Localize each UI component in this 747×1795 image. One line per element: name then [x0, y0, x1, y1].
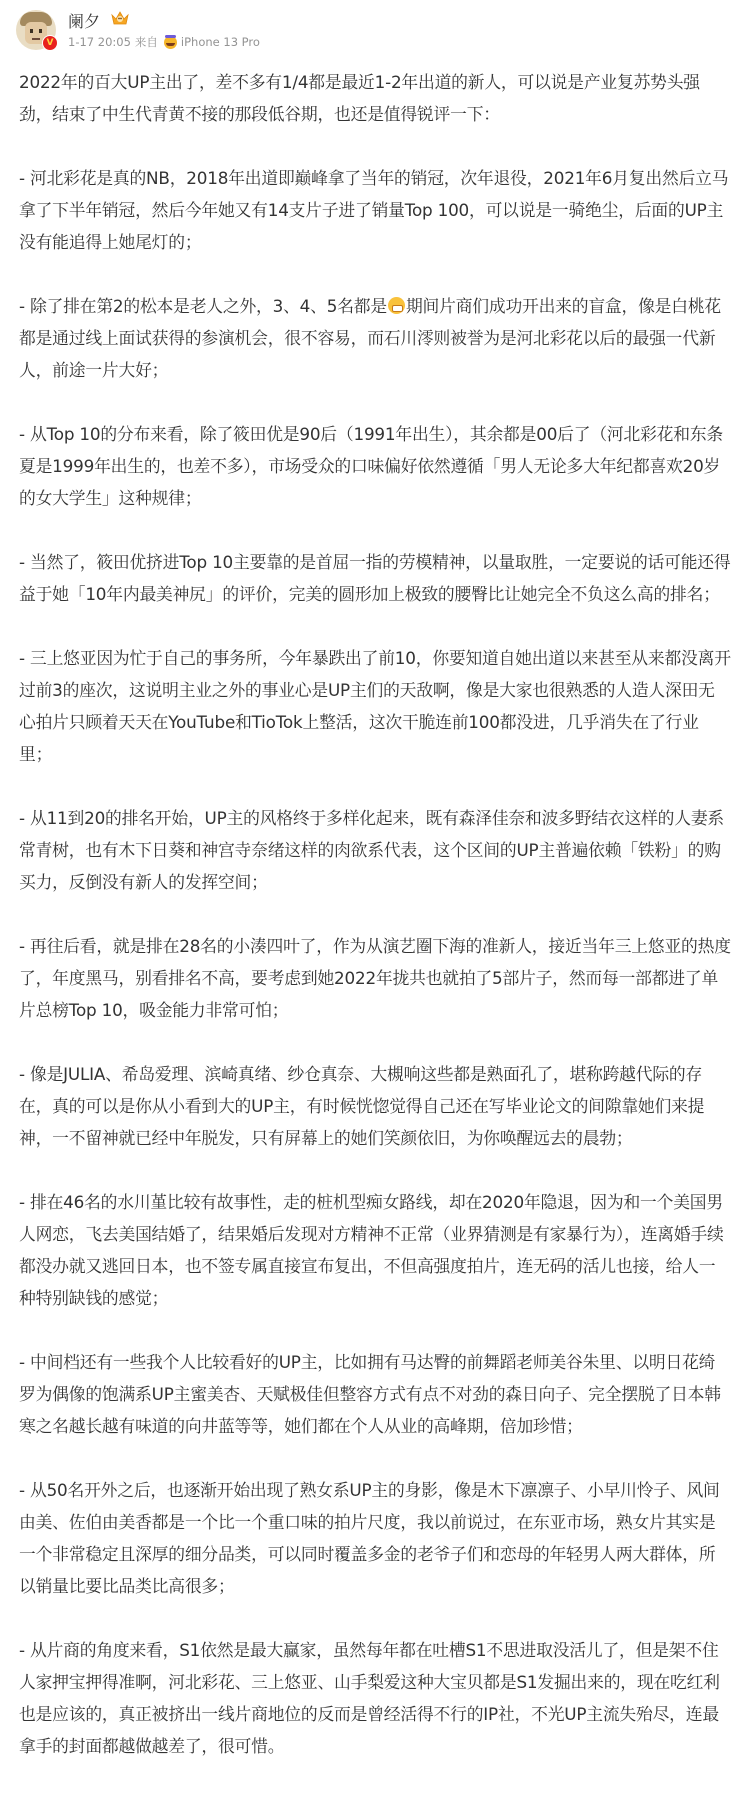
verified-badge-icon: V	[42, 35, 58, 51]
post-paragraph: - 从Top 10的分布来看，除了筱田优是90后（1991年出生），其余都是00后了（河北彩花和东条夏是1999年出生的，也差不多），市场受众的口味偏好依然遵循「男人无论多大年纪都喜欢20岁的女大学生」这种规律；	[19, 424, 723, 508]
post-timestamp[interactable]: 1-17 20:05	[68, 35, 131, 49]
author-name[interactable]: 阑夕	[68, 12, 101, 31]
post-paragraph: - 从50名开外之后，也逐渐开始出现了熟女系UP主的身影，像是木下凛凛子、小早川怜子、风间由美、佐伯由美香都是一个比一个重口味的拍片尺度，我以前说过，在东亚市场，熟女片其实是一个非常稳定且深厚的细分品类，可以同时覆盖多金的老爷子们和恋母的年轻男人两大群体，所以销量比要比品类比高很多；	[19, 1480, 720, 1596]
mask-emoji-icon	[388, 297, 405, 314]
post-paragraph: - 像是JULIA、希岛爱理、滨崎真绪、纱仓真奈、大槻响这些都是熟面孔了，堪称跨越代际的存在，真的可以是你从小看到大的UP主，有时候恍惚觉得自己还在写毕业论文的间隙靠她们来提神，一不留神就已经中年脱发，只有屏幕上的她们笑颜依旧，为你唤醒远去的晨勃；	[19, 1064, 705, 1148]
paragraph-text: 期间片商们成功开出来的盲盒，像是白桃花都是通过线上面试获得的参演机会，很不容易，而石川澪则被誉为是河北彩花以后的最强一代新人，前途一片大好；	[19, 296, 721, 380]
paragraph-text: - 除了排在第2的松本是老人之外，3、4、5名都是	[19, 296, 387, 316]
post-body	[19, 66, 731, 1794]
post-paragraph: - 中间档还有一些我个人比较看好的UP主，比如拥有马达臀的前舞蹈老师美谷朱里、以明日花绮罗为偶像的饱满系UP主蜜美杏、天赋极佳但整容方式有点不对劲的森日向子、完全摆脱了日本韩寒之名越长越有味道的向井蓝等等，她们都在个人从业的高峰期，倍加珍惜；	[19, 1352, 721, 1436]
post-paragraph	[19, 290, 731, 386]
post-paragraph: - 再往后看，就是排在28名的小湊四叶了，作为从演艺圈下海的准新人，接近当年三上悠亚的热度了，年度黑马，别看排名不高，要考虑到她2022年拢共也就拍了5部片子，然而每一部都进了单片总榜Top 10，吸金能力非常可怕；	[19, 936, 731, 1020]
grinning-emoji-icon	[164, 36, 177, 49]
post-paragraph: - 当然了，筱田优挤进Top 10主要靠的是首屈一指的劳模精神，以量取胜，一定要说的话可能还得益于她「10年内最美神尻」的评价，完美的圆形加上极致的腰臀比让她完全不负这么高的排名；	[19, 552, 731, 604]
post-paragraph: - 从片商的角度来看，S1依然是最大赢家，虽然每年都在吐槽S1不思进取没活儿了，但是架不住人家押宝押得准啊，河北彩花、三上悠亚、山手梨爱这种大宝贝都是S1发掘出来的，现在吃红利也是应该的，真正被挤出一线片商地位的反而是曾经活得不行的IP社，不光UP主流失殆尽，连最拿手的封面都越做越差了，很可惜。	[19, 1640, 720, 1756]
post-header	[0, 0, 747, 58]
post-paragraph: - 三上悠亚因为忙于自己的事务所，今年暴跌出了前10，你要知道自她出道以来甚至从来都没离开过前3的座次，这说明主业之外的事业心是UP主们的天敌啊，像是大家也很熟悉的人造人深田无心拍片只顾着天天在YouTube和TioTok上整活，这次干脆连前100都没进，几乎消失在了行业里；	[19, 648, 731, 764]
source-prefix: 来自	[134, 35, 158, 49]
avatar[interactable]	[16, 10, 56, 50]
post-meta	[68, 34, 260, 50]
post-paragraph: - 从11到20的排名开始，UP主的风格终于多样化起来，既有森泽佳奈和波多野结衣这样的人妻系常青树，也有木下日葵和神宫寺奈绪这样的肉欲系代表，这个区间的UP主普遍依赖「铁粉」的购买力，反倒没有新人的发挥空间；	[19, 808, 724, 892]
post-paragraph: - 排在46名的水川堇比较有故事性，走的桩机型痴女路线，却在2020年隐退，因为和一个美国男人网恋，飞去美国结婚了，结果婚后发现对方精神不正常（业界猜测是有家暴行为），连离婚手续都没办就又逃回日本，也不签专属直接宣布复出，不但高强度拍片，连无码的活儿也接，给人一种特别缺钱的感觉；	[19, 1192, 724, 1308]
post-paragraph: 2022年的百大UP主出了，差不多有1/4都是最近1-2年出道的新人，可以说是产业复苏势头强劲，结束了中生代青黄不接的那段低谷期，也还是值得锐评一下：	[19, 72, 700, 124]
crown-icon[interactable]	[110, 9, 130, 27]
device-name[interactable]: iPhone 13 Pro	[180, 35, 260, 49]
post-paragraph: - 河北彩花是真的NB，2018年出道即巅峰拿了当年的销冠，次年退役，2021年6月复出然后立马拿了下半年销冠，然后今年她又有14支片子进了销量Top 100，可以说是一骑绝尘，后面的UP主没有能追得上她尾灯的；	[19, 168, 729, 252]
